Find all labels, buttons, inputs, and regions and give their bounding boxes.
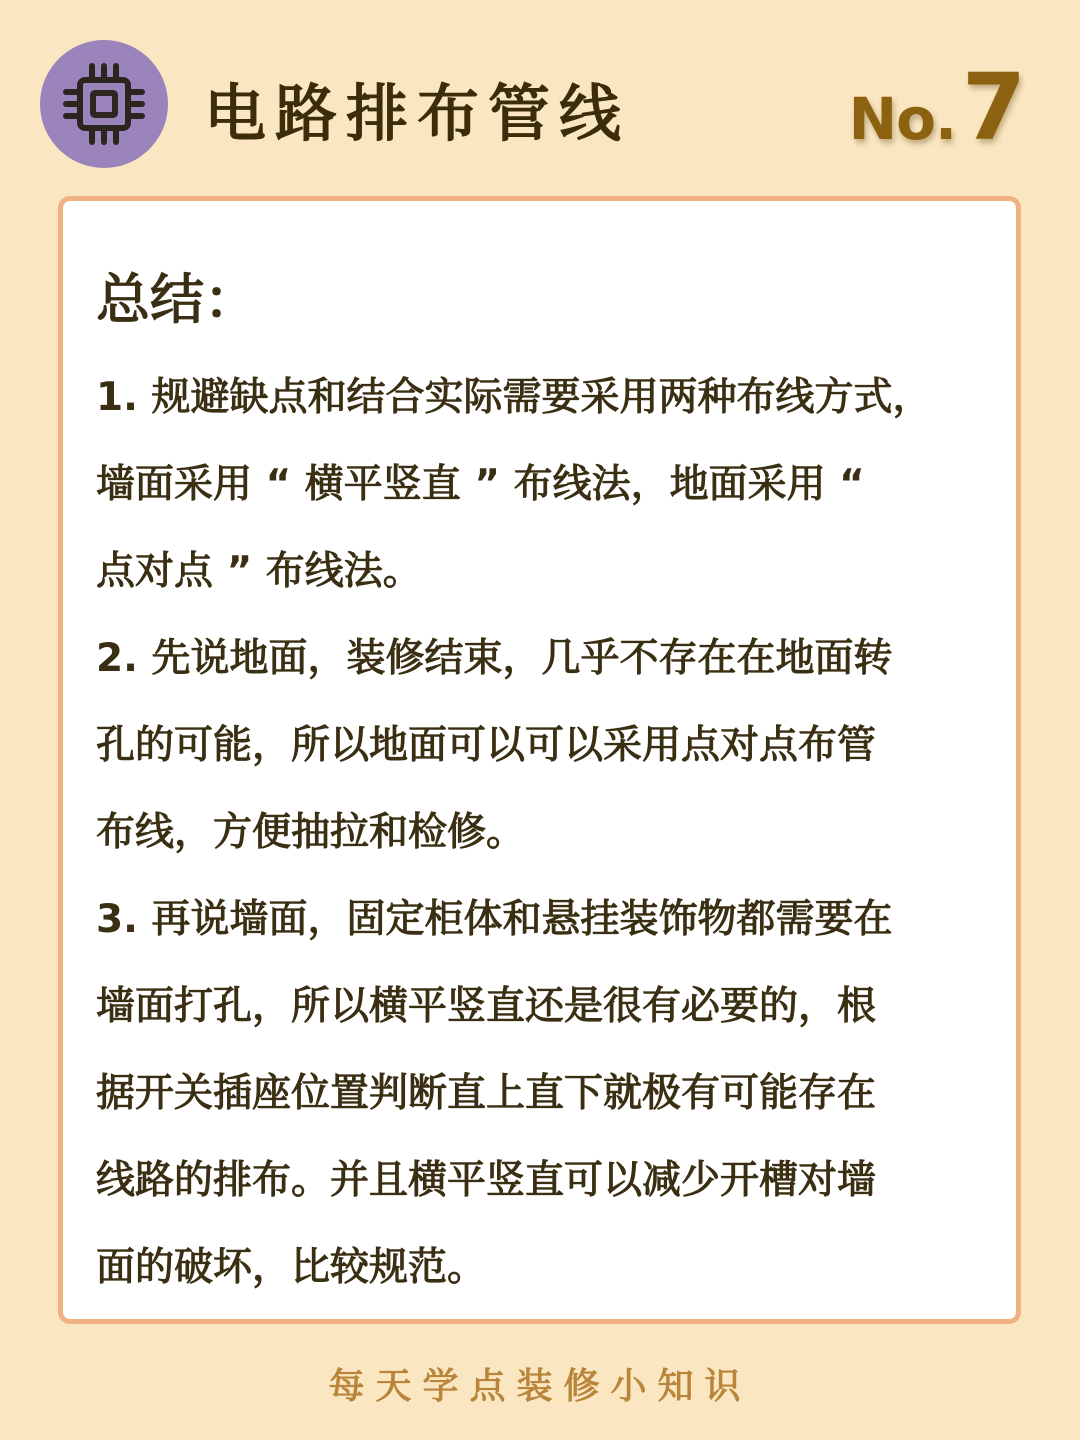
footer-tagline: 每天学点装修小知识 xyxy=(328,1366,752,1407)
episode-number-value: 7 xyxy=(961,54,1026,161)
circuit-chip-icon xyxy=(40,40,168,168)
episode-number xyxy=(848,54,1026,161)
body-line: 3. 再说墙面，固定柜体和悬挂装饰物都需要在 xyxy=(96,897,893,942)
page-title: 电路排布管线 xyxy=(204,77,631,150)
card-heading: 总结： xyxy=(96,268,258,331)
body-line: 墙面打孔，所以横平竖直还是很有必要的，根 xyxy=(96,984,877,1029)
body-line: 墙面采用 “ 横平竖直 ” 布线法，地面采用 “ xyxy=(96,462,865,507)
body-line: 1. 规避缺点和结合实际需要采用两种布线方式， xyxy=(96,375,932,420)
body-line: 据开关插座位置判断直上直下就极有可能存在 xyxy=(96,1071,877,1116)
body-line: 面的破坏，比较规范。 xyxy=(96,1245,487,1290)
body-line: 线路的排布。并且横平竖直可以减少开槽对墙 xyxy=(96,1158,877,1203)
circuit-chip-icon-graphic xyxy=(40,40,168,168)
body-line: 布线，方便抽拉和检修。 xyxy=(96,810,526,855)
body-line: 孔的可能，所以地面可以可以采用点对点布管 xyxy=(96,723,877,768)
body-line: 2. 先说地面，装修结束，几乎不存在在地面转 xyxy=(96,636,893,681)
episode-number-prefix: No. xyxy=(848,85,956,153)
body-line: 点对点 ” 布线法。 xyxy=(96,549,422,594)
